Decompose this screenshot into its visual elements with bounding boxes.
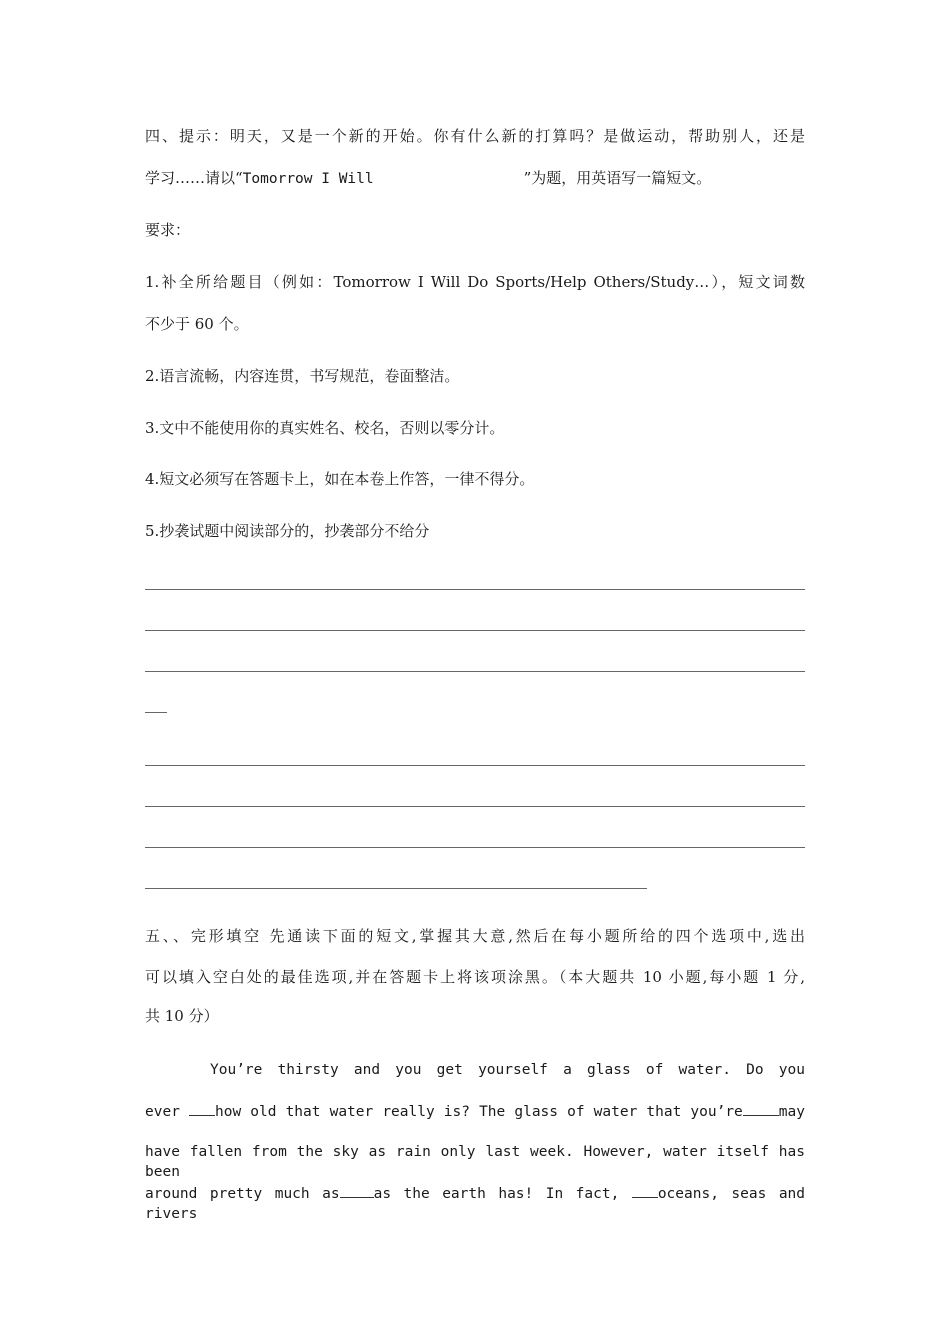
passage-line1: You’re thirsty and you get yourself a glass of water. Do you: [210, 1062, 805, 1078]
passage-text: ever: [145, 1104, 190, 1120]
section5-heading-line3: 共 10 分）: [145, 1007, 219, 1025]
passage-line2: [145, 1101, 805, 1122]
writing-line-short[interactable]: [145, 712, 167, 713]
section4-prompt-line1: 四、提示：明天，又是一个新的开始。你有什么新的打算吗？是做运动，帮助别人，还是: [145, 127, 805, 145]
writing-line[interactable]: [145, 630, 805, 631]
cloze-blank-4[interactable]: [632, 1183, 658, 1198]
prompt-text-a: 学习……请以“: [145, 169, 243, 187]
passage-text: as the earth has! In fact,: [373, 1186, 632, 1202]
requirements-heading: 要求：: [145, 221, 191, 239]
section4-prompt-line2: [145, 168, 711, 189]
writing-line[interactable]: [145, 847, 805, 848]
writing-line-end[interactable]: [145, 888, 647, 889]
requirement-2: 2.语言流畅，内容连贯，书写规范，卷面整洁。: [145, 367, 460, 385]
cloze-blank-2[interactable]: [743, 1101, 779, 1116]
writing-line[interactable]: [145, 671, 805, 672]
passage-line4: [145, 1183, 805, 1224]
requirement-1-text: 1.补全所给题目（例如：Tomorrow I Will Do Sports/Help Others/Study…），短文词数: [145, 273, 805, 291]
requirement-1-line2: 不少于 60 个。: [145, 315, 249, 333]
requirement-3: 3.文中不能使用你的真实姓名、校名，否则以零分计。: [145, 419, 505, 437]
writing-line[interactable]: [145, 806, 805, 807]
passage-line3: have fallen from the sky as rain only last week. However, water itself has been: [145, 1144, 805, 1180]
writing-line[interactable]: [145, 765, 805, 766]
requirement-1-line1: [145, 272, 805, 292]
cloze-blank-3[interactable]: [340, 1183, 374, 1198]
essay-title-stub: Tomorrow I Will: [242, 171, 374, 187]
cloze-blank-1[interactable]: [189, 1101, 215, 1116]
prompt-text-b: ”为题，用英语写一篇短文。: [523, 169, 712, 187]
section5-heading-line1: 五、、完形填空 先通读下面的短文,掌握其大意,然后在每小题所给的四个选项中,选出: [145, 927, 805, 945]
passage-text: may: [778, 1104, 805, 1120]
requirement-4: 4.短文必须写在答题卡上，如在本卷上作答，一律不得分。: [145, 470, 535, 488]
passage-text: how old that water really is? The glass of water that you’re: [215, 1104, 743, 1120]
passage-text: oceans, seas and rivers: [145, 1186, 806, 1222]
section5-heading-line2: 可以填入空白处的最佳选项,并在答题卡上将该项涂黑。（本大题共 10 小题,每小题 1 分,: [145, 968, 805, 986]
writing-line[interactable]: [145, 589, 805, 590]
requirement-5: 5.抄袭试题中阅读部分的，抄袭部分不给分: [145, 522, 430, 540]
passage-text: around pretty much as: [145, 1186, 340, 1202]
